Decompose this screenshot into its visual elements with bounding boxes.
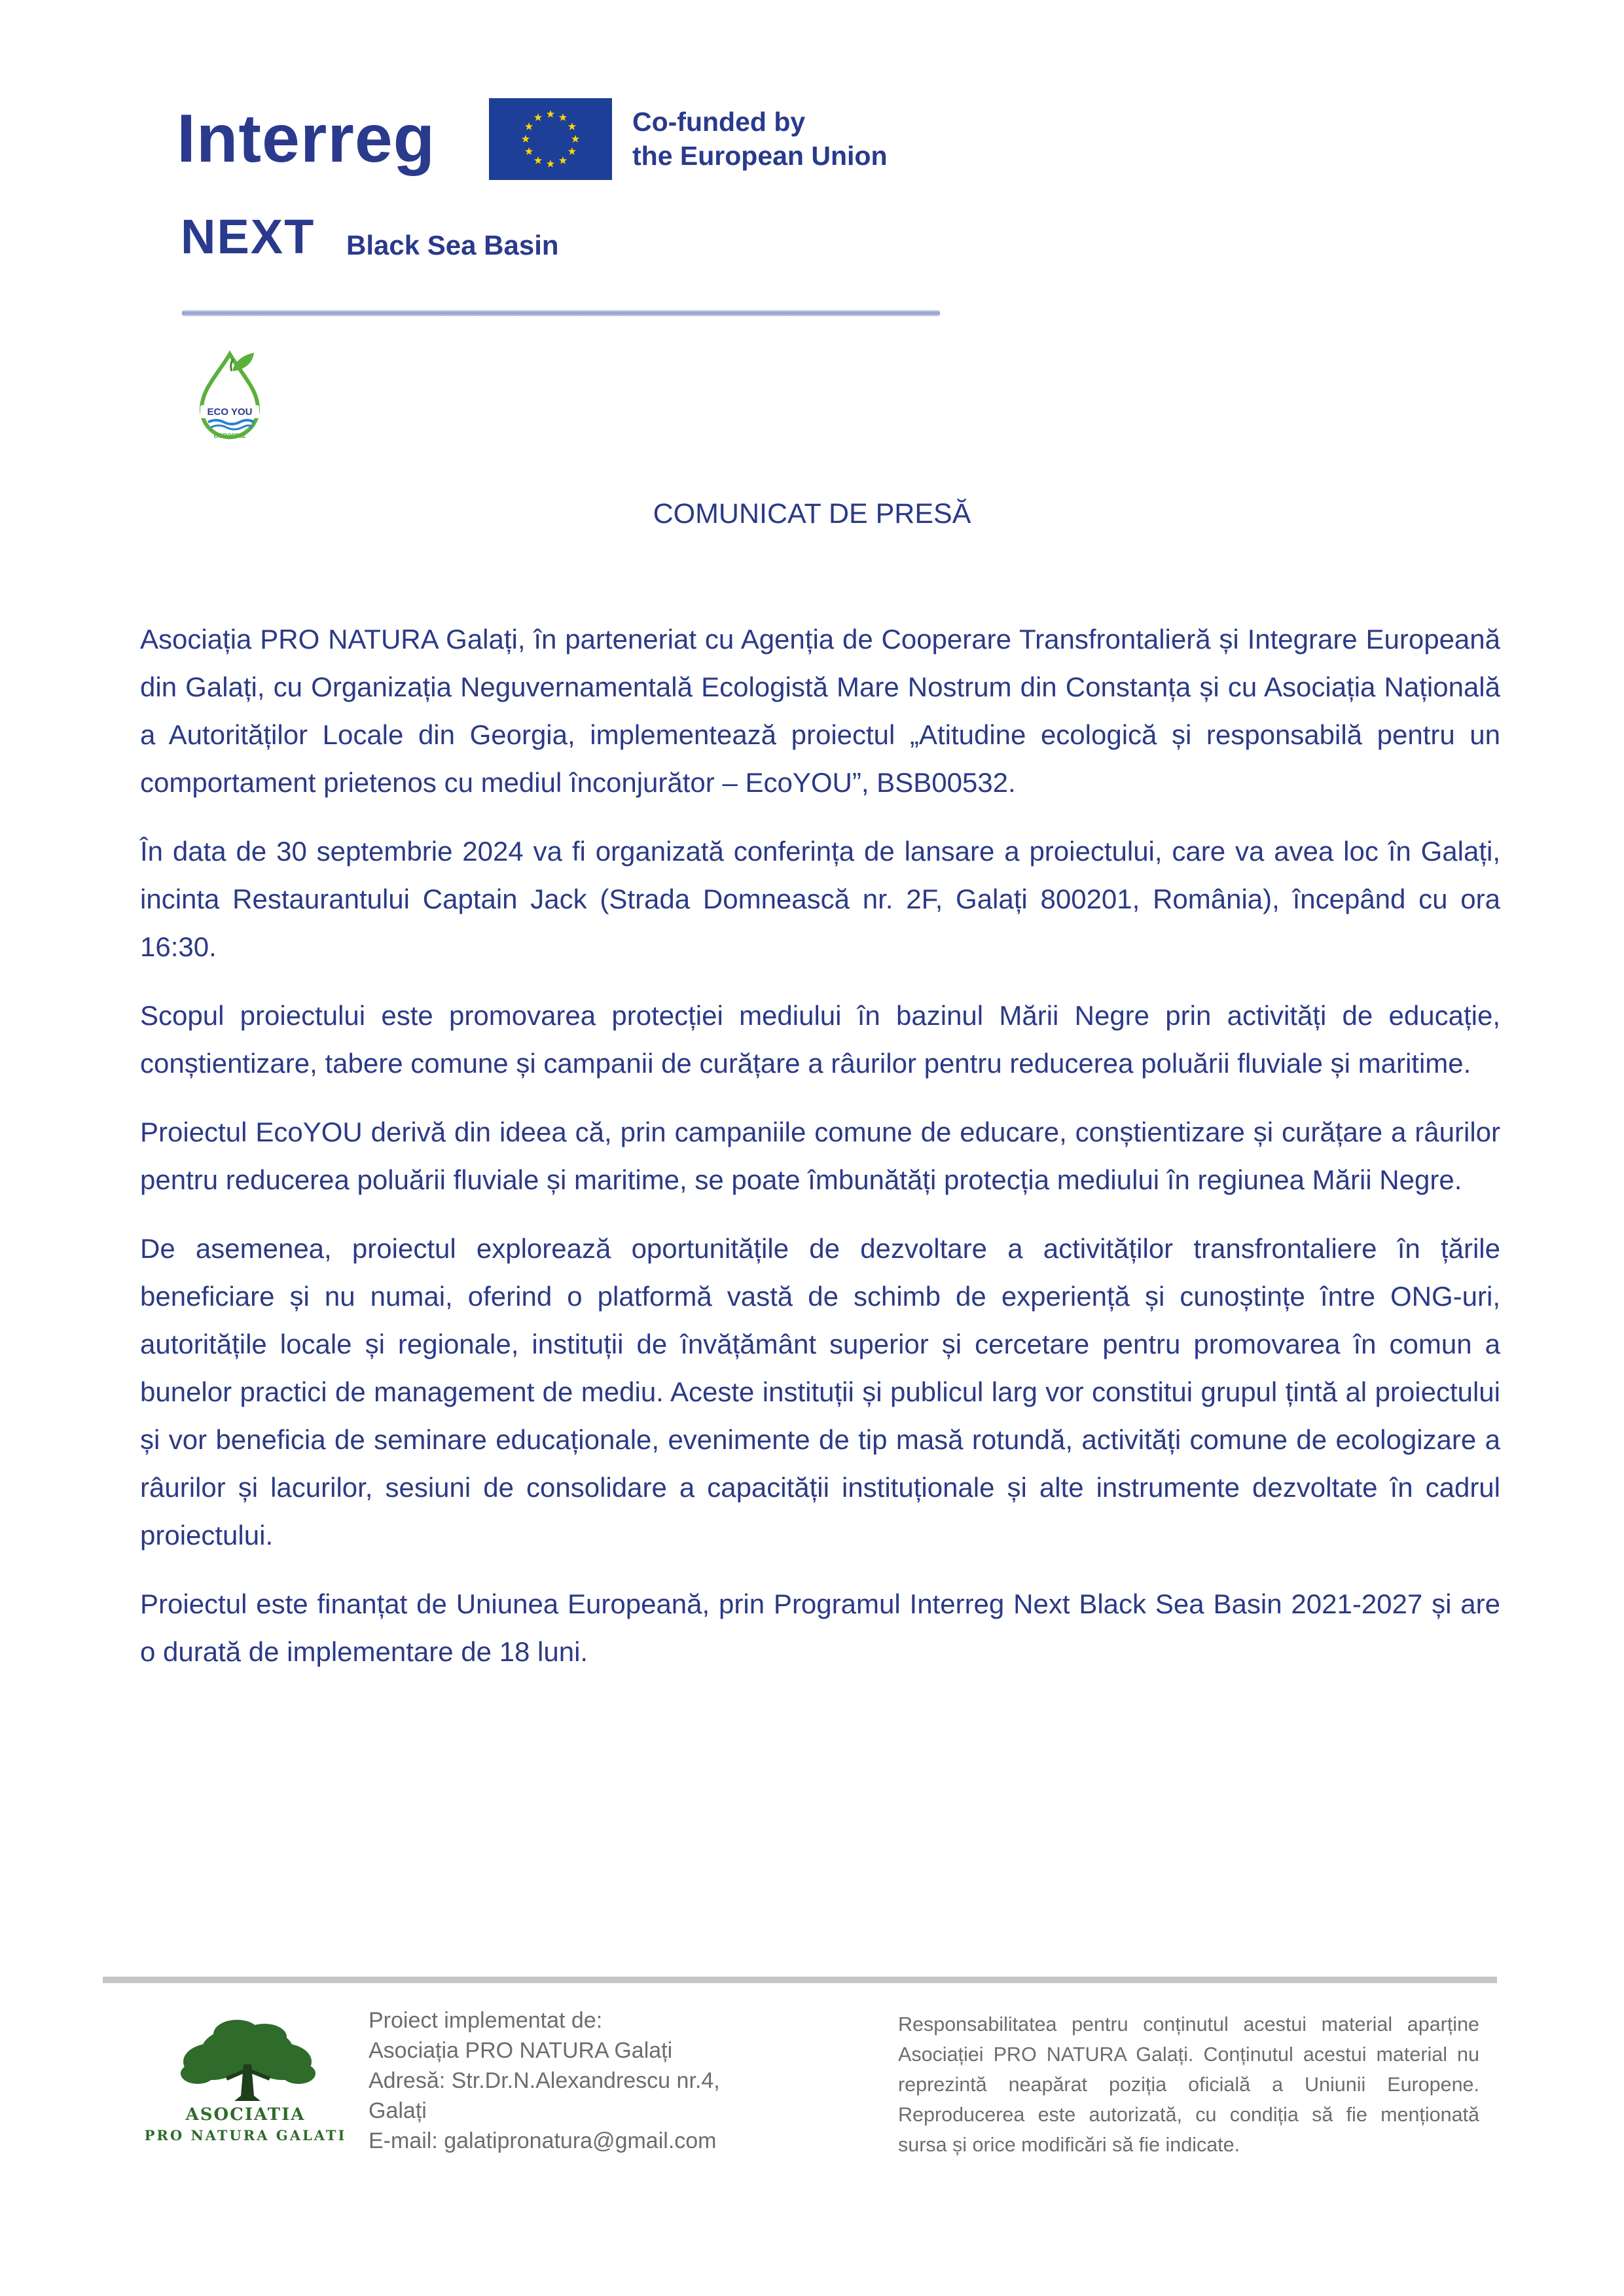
header-divider bbox=[182, 310, 940, 316]
eu-flag-icon bbox=[489, 98, 612, 180]
paragraph-2: În data de 30 septembrie 2024 va fi organizată conferința de lansare a proiectului, care va avea loc în Galați, incinta Restaurantului Captain Jack (Strada Domnească nr. 2F, Galați 800201, România), începând cu ora 16:30. bbox=[140, 836, 1500, 962]
address-line-2: Galați bbox=[369, 2098, 427, 2123]
cofunded-label bbox=[632, 105, 888, 173]
implemented-by-label: Proiect implementat de: bbox=[369, 2008, 603, 2033]
svg-text:BSB00532: BSB00532 bbox=[213, 433, 246, 440]
press-release-body bbox=[140, 615, 1500, 1696]
interreg-logo-text: Interreg bbox=[177, 101, 436, 177]
paragraph-1: Asociația PRO NATURA Galați, în parteneriat cu Agenția de Cooperare Transfrontalieră și Integrare Europeană din Galați, cu Organizația Neguvernamentală Ecologistă Mare Nostrum din Constanța și cu Asociația Națională a Autorităților Locale din Georgia, implementează proiectul „Atitudine ecologică și responsabilă pentru un comportament prietenos cu mediul înconjurător – EcoYOU”, BSB00532. bbox=[140, 624, 1500, 798]
org-name: Asociația PRO NATURA Galați bbox=[369, 2038, 673, 2063]
org-logo-line-1: ASOCIATIA bbox=[185, 2105, 306, 2125]
paragraph-4: Proiectul EcoYOU derivă din ideea că, prin campaniile comune de educare, conștientizare și curățare a râurilor pentru reducerea poluării fluviale și maritime, se poate îmbunătăți protecția mediului în regiunea Mării Negre. bbox=[140, 1117, 1500, 1195]
implementer-info bbox=[369, 2005, 787, 2156]
svg-text:ECO YOU: ECO YOU bbox=[207, 406, 253, 418]
ecoyou-logo-icon bbox=[191, 349, 268, 446]
cofunded-line-1: Co-funded by bbox=[632, 107, 806, 137]
email-contact: E-mail: galatipronatura@gmail.com bbox=[369, 2128, 717, 2153]
disclaimer-text: Responsabilitatea pentru conținutul acestui material aparține Asociației PRO NATURA Galați. Conținutul acestui material nu reprezintă neapărat poziția oficială a Uniunii Europene. Reproducerea este autorizată, cu condiția să fie menționată sursa și orice modificări să fie indicate. bbox=[898, 2013, 1479, 2156]
next-logo-text: NEXT bbox=[181, 209, 316, 264]
cofunded-line-2: the European Union bbox=[632, 141, 888, 171]
paragraph-5: De asemenea, proiectul explorează oportunitățile de dezvoltare a activităților transfrontaliere în țările beneficiare și nu numai, oferind o platformă vastă de schimb de experiență și cunoștințe între ONG-uri, autoritățile locale și regionale, instituții de învățământ superior și cercetare pentru promovarea în comun a bunelor practici de management de mediu. Aceste instituții și publicul larg vor constitui grupul țintă al proiectului și vor beneficia de seminare educaționale, evenimente de tip masă rotundă, activități comune de ecologizare a râurilor și lacurilor, sesiuni de consolidare a capacității instituționale și alte instrumente dezvoltate în cadrul proiectului. bbox=[140, 1233, 1500, 1551]
footer-divider bbox=[103, 1977, 1497, 1983]
black-sea-basin-label: Black Sea Basin bbox=[346, 230, 559, 260]
paragraph-6: Proiectul este finanțat de Uniunea Europeană, prin Programul Interreg Next Black Sea Basin 2021-2027 și are o durată de implementare de 18 luni. bbox=[140, 1588, 1500, 1667]
page-title: COMUNICAT DE PRESĂ bbox=[653, 498, 971, 529]
paragraph-3: Scopul proiectului este promovarea protecției mediului în bazinul Mării Negre prin activități de educație, conștientizare, tabere comune și campanii de curățare a râurilor pentru reducerea poluării fluviale și maritime. bbox=[140, 1000, 1500, 1079]
org-logo-label bbox=[118, 2106, 373, 2142]
org-logo-line-2: PRO NATURA GALATI bbox=[144, 2127, 347, 2144]
address-line-1: Adresă: Str.Dr.N.Alexandrescu nr.4, bbox=[369, 2068, 720, 2093]
